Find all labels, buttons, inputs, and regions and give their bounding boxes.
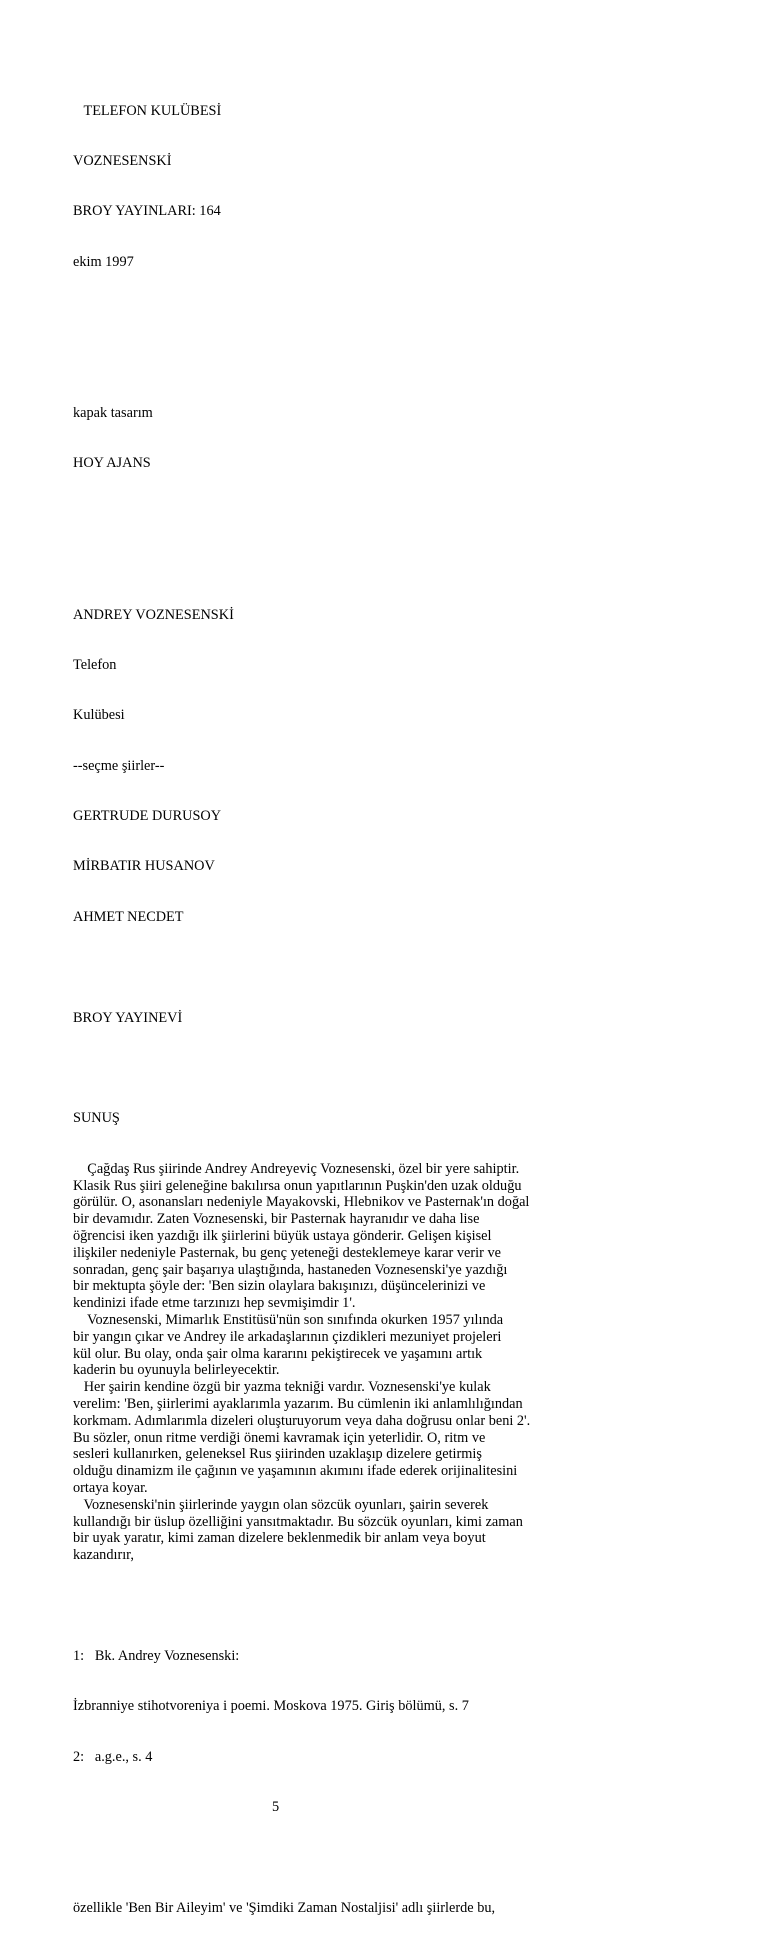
body-line: Voznesenski, Mimarlık Enstitüsü'nün son sınıfında okurken 1957 yılında — [73, 1311, 504, 1328]
body-line: ilişkiler nedeniyle Pasternak, bu genç yeteneği desteklemeye karar verir ve — [73, 1244, 501, 1261]
translator-2: MİRBATIR HUSANOV — [73, 858, 215, 875]
body-line: Voznesenski'nin şiirlerinde yaygın olan sözcük oyunları, şairin severek — [73, 1496, 489, 1513]
body-line: olduğu dinamizm ile çağının ve yaşamının akımını ifade ederek orijinalitesini — [73, 1463, 518, 1480]
translator-3: AHMET NECDET — [73, 908, 184, 925]
body-line: kendinizi ifade etme tarzınızı hep sevmişimdir 1'. — [73, 1295, 356, 1312]
spacer — [73, 556, 593, 573]
publisher-name: BROY YAYINEVİ — [73, 1009, 183, 1026]
page-number: 5 — [272, 1799, 280, 1816]
body-line: Her şairin kendine özgü bir yazma tekniği vardır. Voznesenski'ye kulak — [73, 1379, 491, 1396]
body-line: öğrencisi iken yazdığı ilk şiirlerini büyük ustaya gönderir. Gelişen kişisel — [73, 1227, 492, 1244]
body-line: sonradan, genç şair başarıya ulaştığında, hastaneden Voznesenski'ye yazdığı — [73, 1261, 508, 1278]
spacer — [73, 1598, 593, 1615]
colophon-author: VOZNESENSKİ — [73, 152, 172, 169]
spacer — [73, 1849, 593, 1866]
body-line: bir yangın çıkar ve Andrey ile arkadaşlarının çizdikleri mezuniyet projeleri — [73, 1328, 502, 1345]
body-line: Klasik Rus şiiri geleneğine bakılırsa onun yapıtlarının Puşkin'den uzak olduğu — [73, 1177, 522, 1194]
body-line: Bu sözler, onun ritme verdiği önemi kavramak için yeterlidir. O, ritm ve — [73, 1429, 486, 1446]
body-line: kaderin bu oyunuyla belirleyecektir. — [73, 1362, 280, 1379]
spacer — [73, 304, 593, 321]
body-line: sesleri kullanırken, geleneksel Rus şiirinden uzaklaşıp dizelere getirmiş — [73, 1446, 482, 1463]
title-page-title-1: Telefon — [73, 656, 117, 673]
body-line: bir uyak yaratır, kimi zaman dizelere beklenmedik bir anlam veya boyut — [73, 1530, 486, 1547]
body-line: kullandığı bir üslup özelliğini yansıtmaktadır. Bu sözcük oyunları, kimi zaman — [73, 1513, 523, 1530]
colophon-date: ekim 1997 — [73, 253, 134, 270]
section-heading: SUNUŞ — [73, 1110, 120, 1127]
document-page — [73, 69, 593, 1933]
next-page-line: özellikle 'Ben Bir Aileyim' ve 'Şimdiki Zaman Nostaljisi' adlı şiirlerde bu, — [73, 1899, 496, 1916]
cover-designer: HOY AJANS — [73, 455, 151, 472]
body-line: kül olur. Bu olay, onda şair olma kararını pekiştirecek ve yaşamını artık — [73, 1345, 483, 1362]
footnote-2: 2: a.g.e., s. 4 — [73, 1748, 153, 1765]
colophon-series: BROY YAYINLARI: 164 — [73, 203, 221, 220]
translator-1: GERTRUDE DURUSOY — [73, 808, 222, 825]
title-page-author: ANDREY VOZNESENSKİ — [73, 606, 234, 623]
body-line: verelim: 'Ben, şiirlerimi ayaklarımla yazarım. Bu cümlenin iki anlamlılığından — [73, 1395, 523, 1412]
colophon-title: TELEFON KULÜBESİ — [73, 102, 222, 119]
spacer — [73, 959, 593, 976]
body-line: ortaya koyar. — [73, 1479, 148, 1496]
body-line: kazandırır, — [73, 1547, 134, 1564]
title-page-title-2: Kulübesi — [73, 707, 125, 724]
body-line: görülür. O, asonansları nedeniyle Mayakovski, Hlebnikov ve Pasternak'ın doğal — [73, 1194, 530, 1211]
body-line: bir mektupta şöyle der: 'Ben sizin olaylara bakışınızı, düşüncelerinizi ve — [73, 1278, 486, 1295]
body-line: korkmam. Adımlarımla dizeleri oluşturuyorum veya daha doğrusu onlar beni 2'. — [73, 1412, 531, 1429]
title-page-subtitle: --seçme şiirler-- — [73, 757, 165, 774]
footnote-1a: 1: Bk. Andrey Voznesenski: — [73, 1647, 240, 1664]
section-body — [73, 1161, 593, 1564]
cover-label: kapak tasarım — [73, 404, 153, 421]
body-line: Çağdaş Rus şiirinde Andrey Andreyeviç Voznesenski, özel bir yere sahiptir. — [73, 1160, 520, 1177]
spacer — [73, 1060, 593, 1077]
spacer — [73, 506, 593, 523]
body-line: bir devamıdır. Zaten Voznesenski, bir Pasternak hayranıdır ve daha lise — [73, 1211, 480, 1228]
footnote-1b: İzbranniye stihotvoreniya i poemi. Moskova 1975. Giriş bölümü, s. 7 — [73, 1698, 469, 1715]
spacer — [73, 355, 593, 372]
